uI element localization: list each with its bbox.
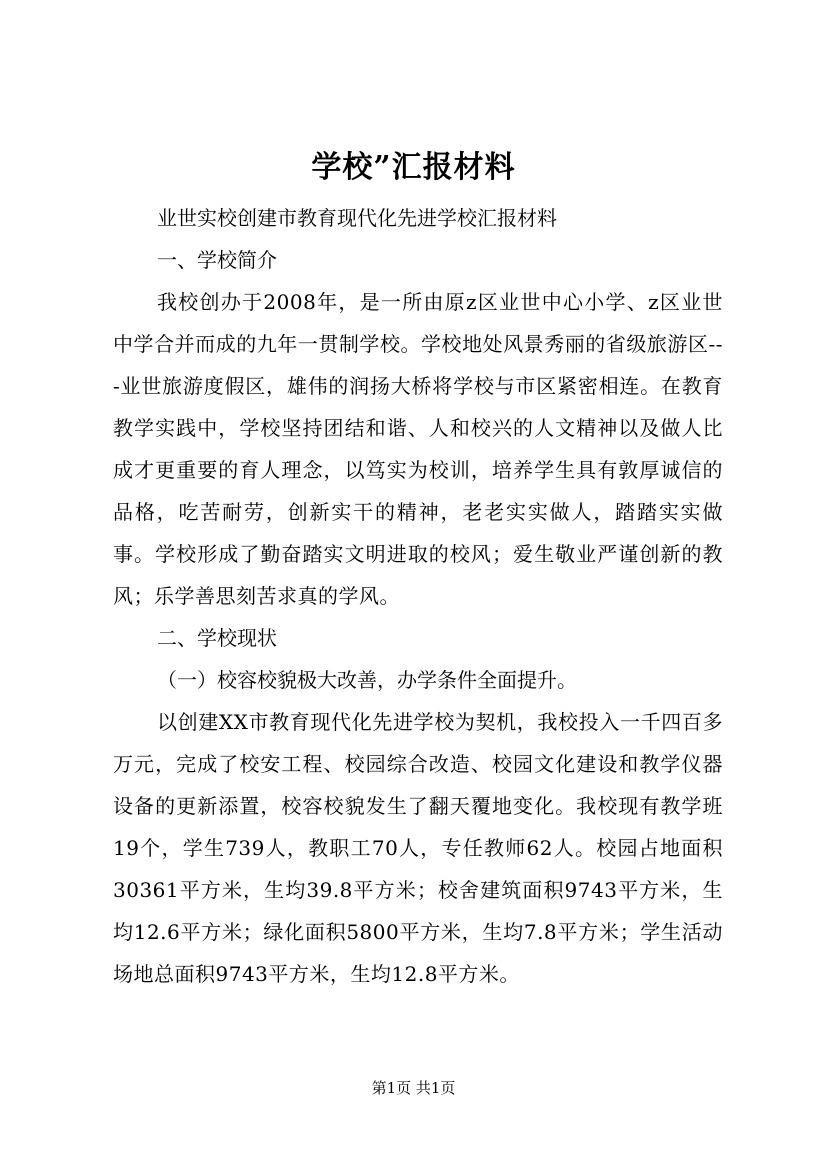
paragraph-intro: 我校创办于2008年，是一所由原z区业世中心小学、z区业世中学合并而成的九年一贯制学校。学校地处风景秀丽的省级旅游区---业世旅游度假区，雄伟的润扬大桥将学校与市区紧密相连。在教育教学实践中，学校坚持团结和谐、人和校兴的人文精神以及做人比成才更重要的育人理念，以笃实为校训，培养学生具有敦厚诚信的品格，吃苦耐劳，创新实干的精神，老老实实做人，踏踏实实做事。学校形成了勤奋踏实文明进取的校风；爱生敬业严谨创新的教风；乐学善思刻苦求真的学风。 xyxy=(113,290,723,608)
section-heading-intro: 一、学校简介 xyxy=(157,248,277,272)
subsection-heading-facilities: （一）校容校貌极大改善，办学条件全面提升。 xyxy=(157,668,577,692)
document-title: 学校”汇报材料 xyxy=(311,150,516,185)
document-subtitle: 业世实校创建市教育现代化先进学校汇报材料 xyxy=(157,206,557,230)
paragraph-facilities: 以创建XX市教育现代化先进学校为契机，我校投入一千四百多万元，完成了校安工程、校园综合改造、校园文化建设和教学仪器设备的更新添置，校容校貌发生了翻天覆地变化。我校现有教学班19个，学生739人，教职工70人，专任教师62人。校园占地面积30361平方米，生均39.8平方米；校舍建筑面积9743平方米，生均12.6平方米；绿化面积5800平方米，生均7.8平方米；学生活动场地总面积9743平方米，生均12.8平方米。 xyxy=(113,710,723,986)
page-footer: 第1页 共1页 xyxy=(371,1079,456,1097)
document-body xyxy=(113,197,723,995)
section-heading-status: 二、学校现状 xyxy=(157,626,277,650)
